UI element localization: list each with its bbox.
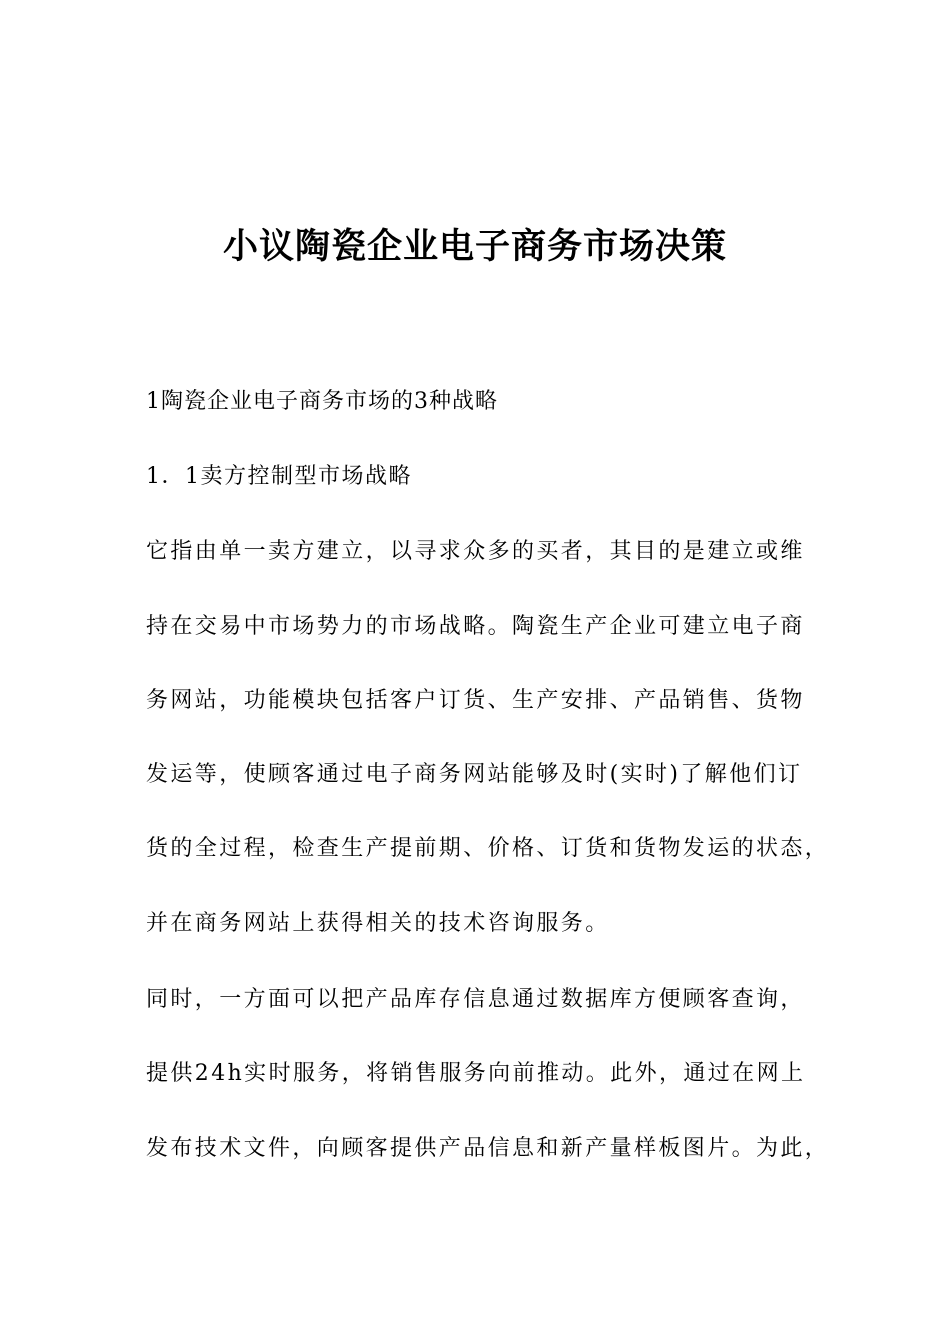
paragraph-line: 持在交易中市场势力的市场战略。陶瓷生产企业可建立电子商 — [146, 614, 805, 639]
document-title: 小议陶瓷企业电子商务市场决策 — [222, 227, 727, 267]
paragraph-line: 提供24h实时服务，将销售服务向前推动。此外，通过在网上 — [146, 1061, 806, 1086]
paragraph-line: 务网站，功能模块包括客户订货、生产安排、产品销售、货物 — [146, 688, 805, 713]
paragraph-line: 并在商务网站上获得相关的技术咨询服务。 — [146, 911, 610, 936]
paragraph-line: 它指由单一卖方建立，以寻求众多的买者，其目的是建立或维 — [146, 539, 805, 564]
paragraph-line: 发布技术文件，向顾客提供产品信息和新产量样板图片。为此， — [146, 1136, 830, 1161]
section-heading: 1陶瓷企业电子商务市场的3种战略 — [146, 389, 498, 414]
subsection-heading: 1．1卖方控制型市场战略 — [146, 464, 412, 489]
paragraph-line: 同时，一方面可以把产品库存信息通过数据库方便顾客查询， — [146, 987, 805, 1012]
paragraph-line: 货的全过程，检查生产提前期、价格、订货和货物发运的状态， — [146, 836, 830, 861]
paragraph-line: 发运等，使顾客通过电子商务网站能够及时(实时)了解他们订 — [146, 762, 803, 787]
